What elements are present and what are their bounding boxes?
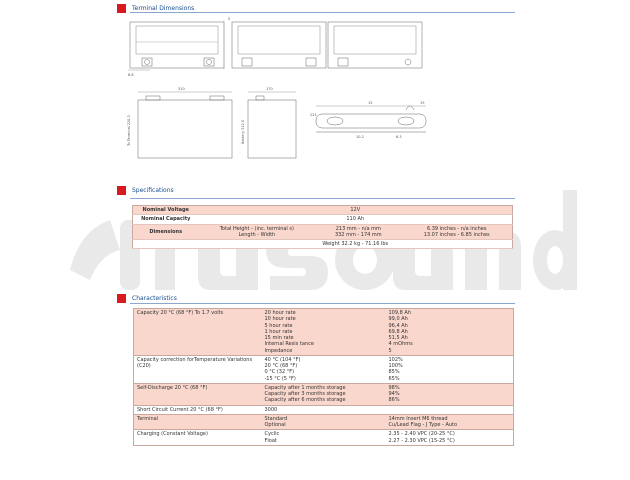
characteristic-label: Self-Discharge 20 °C (68 °F)	[134, 383, 262, 405]
characteristic-value: 96,4 Ah	[388, 322, 408, 329]
characteristic-values	[386, 430, 514, 446]
characteristic-values	[386, 414, 514, 430]
battery-top-view-2	[232, 22, 326, 68]
svg-text:19: 19	[420, 101, 425, 105]
characteristic-values	[386, 383, 514, 405]
table-row	[134, 405, 514, 414]
characteristic-value: Cu/Lead Flag - J Type - Auto	[388, 422, 458, 428]
characteristic-value: 102%	[388, 356, 403, 363]
characteristic-item: 10 hour rate	[264, 316, 296, 323]
table-row	[134, 383, 514, 405]
characteristic-item: Capacity after 1 months storage	[264, 384, 346, 391]
row-label: Nominal Capacity	[133, 215, 199, 224]
characteristic-item: 1 hour rate	[264, 328, 293, 335]
characteristic-item: 3000	[264, 406, 278, 413]
battery-top-view-1	[130, 22, 224, 68]
characteristic-item: Standard	[264, 415, 288, 422]
dimension-name: Length - Width	[238, 231, 276, 238]
nominal-voltage-value: 12V	[199, 206, 513, 215]
red-square-icon	[117, 186, 126, 195]
dimension-inch: 13.07 inches - 6.85 inches	[423, 231, 490, 238]
red-square-icon	[117, 294, 126, 303]
characteristic-items	[262, 414, 386, 430]
characteristic-item: 40 °C (104 °F)	[264, 356, 301, 363]
dimension-inch: 6.39 inches - n/a inches	[426, 225, 487, 232]
section-divider	[130, 12, 515, 13]
table-row	[133, 215, 513, 224]
row-label: Nominal Voltage	[133, 206, 199, 215]
characteristic-item: 5 hour rate	[264, 322, 293, 329]
characteristic-item: -15 °C (5 °F)	[264, 375, 296, 382]
characteristic-item: Float	[264, 437, 277, 444]
characteristic-items	[262, 405, 386, 414]
svg-text:10.2: 10.2	[356, 135, 364, 139]
row-label: Dimensions	[133, 224, 199, 240]
dimensions-cell	[199, 224, 513, 240]
characteristic-item: 0 °C (32 °F)	[264, 369, 295, 376]
battery-front-view	[127, 87, 232, 158]
characteristic-item: Cyclic	[264, 431, 280, 438]
table-row	[133, 224, 513, 240]
battery-top-view-3	[328, 22, 422, 68]
characteristic-value: 14mm Insert M6 thread	[388, 415, 448, 422]
table-row	[134, 355, 514, 383]
characteristic-items	[262, 355, 386, 383]
characteristic-item: Capacity after 3 months storage	[264, 391, 346, 397]
svg-text:15: 15	[368, 101, 373, 105]
table-row	[133, 240, 513, 249]
red-square-icon	[117, 4, 126, 13]
characteristics-table	[133, 308, 514, 446]
section-title: Terminal Dimensions	[132, 5, 195, 12]
characteristic-item: Optional	[264, 422, 286, 428]
weight-value: Weight 32.2 kg - 71.16 lbs	[199, 240, 513, 249]
terminal-dimension-drawings	[120, 14, 540, 164]
characteristic-values	[386, 355, 514, 383]
specifications-table	[132, 205, 513, 249]
characteristic-value: 98%	[388, 384, 400, 391]
svg-text:8.8: 8.8	[128, 73, 134, 77]
svg-text:170: 170	[266, 87, 273, 91]
characteristic-label: Capacity 20 °C (68 °F) To 1.7 volts	[134, 309, 262, 356]
characteristic-value: 99,0 Ah	[388, 316, 408, 323]
section-title: Characteristics	[132, 295, 177, 302]
characteristic-label: Terminal	[134, 414, 262, 430]
characteristic-items	[262, 309, 386, 356]
characteristic-item: Internal Resis tance	[264, 341, 314, 348]
characteristic-label: Short Circuit Current 20 °C (68 °F)	[134, 405, 262, 414]
row-label	[133, 240, 199, 249]
table-row	[134, 430, 514, 446]
characteristic-value: 100%	[388, 363, 403, 369]
svg-text:6.3: 6.3	[396, 135, 402, 139]
characteristic-value: 65%	[388, 375, 400, 382]
section-header-characteristics	[117, 294, 177, 303]
svg-text:5: 5	[228, 17, 231, 21]
characteristic-item: 15 min rate	[264, 335, 294, 341]
characteristic-items	[262, 383, 386, 405]
characteristic-value: 85%	[388, 369, 400, 376]
characteristic-value: 2.35 - 2.40 VPC (20-25 °C)	[388, 431, 455, 438]
characteristic-value: 4 mOhms	[388, 341, 413, 348]
nominal-capacity-value: 110 Ah	[199, 215, 513, 224]
svg-text:310: 310	[178, 87, 185, 91]
characteristic-item: 20 hour rate	[264, 310, 296, 316]
terminal-detail-view	[310, 101, 426, 139]
svg-text:221: 221	[310, 113, 317, 117]
table-row	[134, 414, 514, 430]
section-header-specifications	[117, 186, 174, 195]
characteristic-values	[386, 405, 514, 414]
dimension-mm: 213 mm - n/a mm	[335, 225, 381, 232]
section-divider	[130, 303, 515, 304]
characteristic-value: 69,8 Ah	[388, 328, 408, 335]
svg-text:Battery 212.5: Battery 212.5	[241, 119, 245, 144]
characteristic-value: 5	[388, 347, 392, 354]
table-row	[133, 206, 513, 215]
characteristic-item: Capacity after 6 months storage	[264, 397, 346, 404]
characteristic-label: Capacity correction forTemperature Variations (C20)	[134, 355, 262, 383]
section-divider	[130, 198, 515, 199]
dimension-line	[202, 232, 510, 238]
dimension-mm: 332 mm - 174 mm	[334, 231, 382, 238]
characteristic-values	[386, 309, 514, 356]
characteristic-label: Charging (Constant Voltage)	[134, 430, 262, 446]
table-row	[134, 309, 514, 356]
svg-text:To Terminal 220.3: To Terminal 220.3	[127, 115, 131, 146]
characteristic-value: 109,8 Ah	[388, 310, 411, 316]
dimension-name: Total Height - (inc. terminal s)	[219, 225, 294, 232]
characteristic-item: Impedance	[264, 347, 293, 354]
characteristic-item: 20 °C (68 °F)	[264, 363, 298, 369]
characteristic-value: 86%	[388, 397, 400, 404]
section-title: Specifications	[132, 187, 174, 194]
characteristic-value: 51,5 Ah	[388, 335, 408, 341]
characteristic-value: 94%	[388, 391, 400, 397]
battery-side-view	[241, 87, 296, 158]
characteristic-value: 2.27 - 2.30 VPC (15-25 °C)	[388, 437, 455, 444]
characteristic-items	[262, 430, 386, 446]
